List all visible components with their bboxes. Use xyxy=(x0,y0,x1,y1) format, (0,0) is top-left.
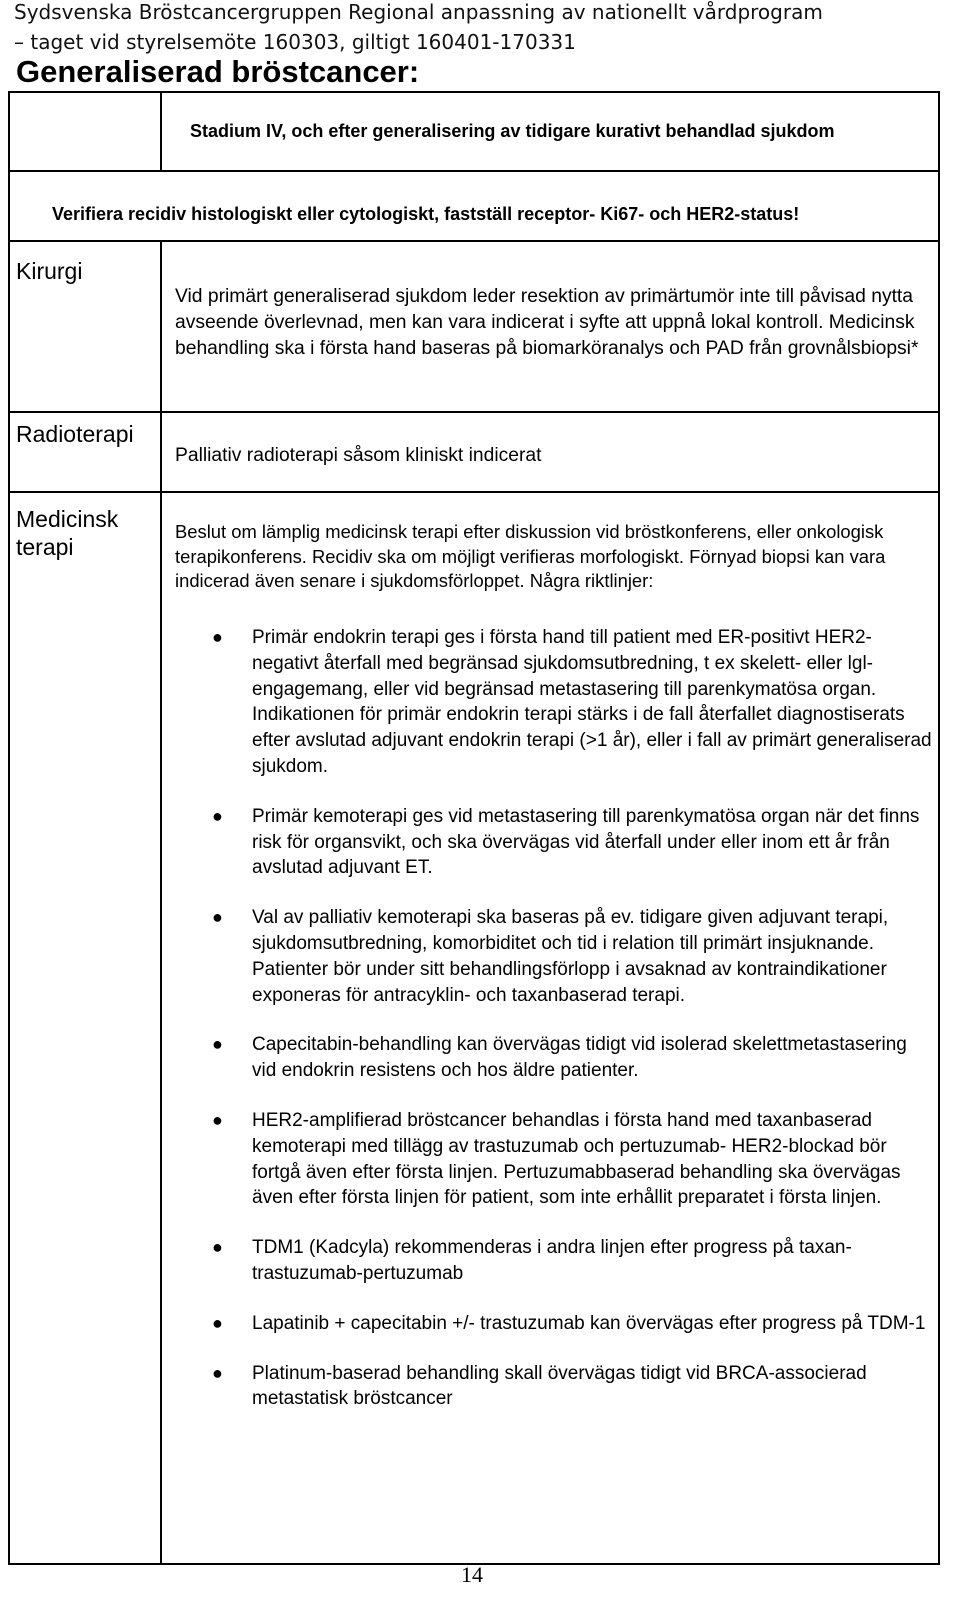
bullet-icon: ● xyxy=(212,805,223,826)
list-item xyxy=(175,1361,935,1413)
bullet-icon: ● xyxy=(212,1362,223,1383)
guideline-text: Lapatinib + capecitabin +/- trastuzumab kan övervägas efter progress på TDM-1 xyxy=(252,1312,926,1334)
bullet-icon: ● xyxy=(212,1034,223,1055)
stage-description: Stadium IV, och efter generalisering av tidigare kurativt behandlad sjukdom xyxy=(190,121,835,141)
row-separator-radioterapi xyxy=(8,491,940,493)
guideline-text: Val av palliativ kemoterapi ska baseras på ev. tidigare given adjuvant terapi, sjukdomsutbredning, komorbiditet och tid i relation till primärt insjuknande. Patienter bör under sitt behandlingsförlopp i avsaknad av kontraindikationer exponeras för antracyklin- och taxanbaserad terapi. xyxy=(252,907,889,1006)
list-item xyxy=(175,804,935,881)
row-label-kirurgi: Kirurgi xyxy=(16,258,83,284)
guideline-text: TDM1 (Kadcyla) rekommenderas i andra linjen efter progress på taxan-trastuzumab-pertuzumab xyxy=(252,1237,852,1284)
list-item xyxy=(175,1032,935,1084)
verification-instruction: Verifiera recidiv histologiskt eller cytologiskt, fastställ receptor- Ki67- och HER2-status! xyxy=(52,204,800,224)
table-top-border xyxy=(8,91,940,93)
medicinsk-terapi-intro: Beslut om lämplig medicinsk terapi efter diskussion vid bröstkonferens, eller onkologisk terapikonferens. Recidiv ska om möjligt verifieras morfologiskt. Förnyad biopsi kan vara indicerad även senare i sjukdomsförloppet. Några riktlinjer: xyxy=(175,521,886,591)
page-title: Generaliserad bröstcancer: xyxy=(16,54,420,89)
list-item xyxy=(175,905,935,1008)
table-left-border xyxy=(8,91,10,1565)
list-item xyxy=(175,1108,935,1211)
guideline-text: Platinum-baserad behandling skall övervägas tidigt vid BRCA-associerad metastatisk bröstcancer xyxy=(252,1362,867,1410)
kirurgi-text: Vid primärt generaliserad sjukdom leder resektion av primärtumör inte till påvisad nytta avseende överlevnad, men kan vara indicerat i syfte att uppnå lokal kontroll. Medicinsk behandling ska i första hand baseras på biomarköranalys och PAD från grovnålsbiopsi* xyxy=(175,286,919,359)
list-item xyxy=(175,1235,935,1287)
guideline-text: HER2-amplifierad bröstcancer behandlas i första hand med taxanbaserad kemoterapi med tillägg av trastuzumab och pertuzumab- HER2-blockad bör fortgå även efter första linjen. Pertuzumabbaserad behandling ska övervägas även efter första linjen för patient, som inte erhållit preparatet i första linjen. xyxy=(252,1109,901,1209)
list-item xyxy=(175,625,935,780)
bullet-icon: ● xyxy=(212,1312,223,1333)
document-header-line1: Sydsvenska Bröstcancergruppen Regional anpassning av nationellt vårdprogram xyxy=(14,0,823,24)
page-number: 14 xyxy=(461,1562,483,1587)
radioterapi-text: Palliativ radioterapi såsom kliniskt indicerat xyxy=(175,445,542,466)
bullet-icon: ● xyxy=(212,907,223,928)
row-label-radioterapi: Radioterapi xyxy=(16,421,134,447)
stage-row-divider xyxy=(160,91,162,171)
row-separator-kirurgi xyxy=(8,411,940,413)
bullet-icon: ● xyxy=(212,1109,223,1130)
document-header-line2: – taget vid styrelsemöte 160303, giltigt 160401-170331 xyxy=(14,30,576,54)
guideline-list xyxy=(175,625,935,1436)
list-item xyxy=(175,1311,935,1337)
row-separator-verify xyxy=(8,240,940,242)
column-divider xyxy=(160,240,162,1565)
guideline-text: Primär kemoterapi ges vid metastasering till parenkymatösa organ när det finns risk för organsvikt, och ska övervägas vid återfall under eller inom ett år från avslutad adjuvant ET. xyxy=(252,805,920,879)
row-separator-stage xyxy=(8,170,940,172)
guideline-text: Primär endokrin terapi ges i första hand till patient med ER-positivt HER2-negativt återfall med begränsad sjukdomsutbredning, t ex skelett- eller lgl-engagemang, eller vid begränsad metastasering till parenkymatösa organ. Indikationen för primär endokrin terapi stärks i de fall återfallet diagnostiserats efter avslutad adjuvant endokrin terapi (>1 år), eller i fall av primärt generaliserad sjukdom. xyxy=(252,627,932,777)
bullet-icon: ● xyxy=(212,627,223,647)
guideline-text: Capecitabin-behandling kan övervägas tidigt vid isolerad skelettmetastasering vid endokrin resistens och hos äldre patienter. xyxy=(252,1034,907,1082)
row-label-medicinsk-terapi: Medicinsk terapi xyxy=(16,506,119,560)
bullet-icon: ● xyxy=(212,1237,223,1258)
